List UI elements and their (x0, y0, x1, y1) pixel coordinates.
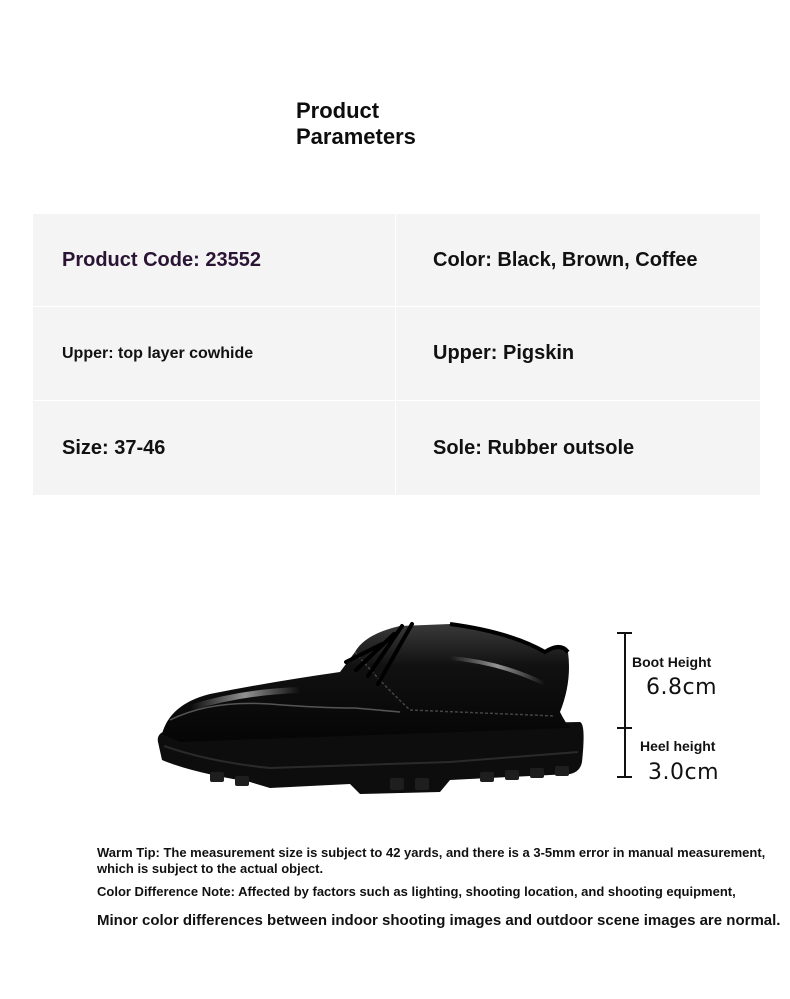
title-line-1: Product (296, 98, 380, 123)
upper-leather-text: Upper: top layer cowhide (62, 344, 254, 362)
heel-height-value: 3.0cm (648, 760, 720, 785)
height-ruler-icon (612, 632, 632, 778)
size-text: Size: 37-46 (62, 436, 166, 459)
heel-height-label: Heel height (640, 738, 716, 754)
upper-lining-text: Upper: Pigskin (433, 342, 575, 364)
param-cell-upper-lining (396, 307, 760, 401)
title-line-2: Parameters (296, 124, 416, 149)
param-cell-sole (396, 401, 760, 495)
warm-tip-note: Warm Tip: The measurement size is subject to 42 yards, and there is a 3-5mm error in manual measurement, which is subject to the actual object. (97, 845, 766, 876)
derby-shoe-icon (150, 612, 590, 802)
parameter-table (33, 214, 760, 495)
param-cell-product-code (33, 214, 396, 307)
param-cell-size (33, 401, 396, 495)
sole-text: Sole: Rubber outsole (433, 436, 635, 459)
param-cell-upper-leather (33, 307, 396, 401)
boot-height-value: 6.8cm (646, 675, 718, 700)
color-text: Color: Black, Brown, Coffee (433, 248, 698, 271)
product-code-text: Product Code: 23552 (62, 248, 261, 271)
param-cell-color (396, 214, 760, 307)
boot-height-label: Boot Height (632, 654, 712, 670)
page-title (296, 98, 416, 150)
color-difference-note: Color Difference Note: Affected by factors such as lighting, shooting location, and shooting equipment, (97, 884, 736, 899)
minor-difference-note: Minor color differences between indoor shooting images and outdoor scene images are normal. (97, 912, 781, 929)
